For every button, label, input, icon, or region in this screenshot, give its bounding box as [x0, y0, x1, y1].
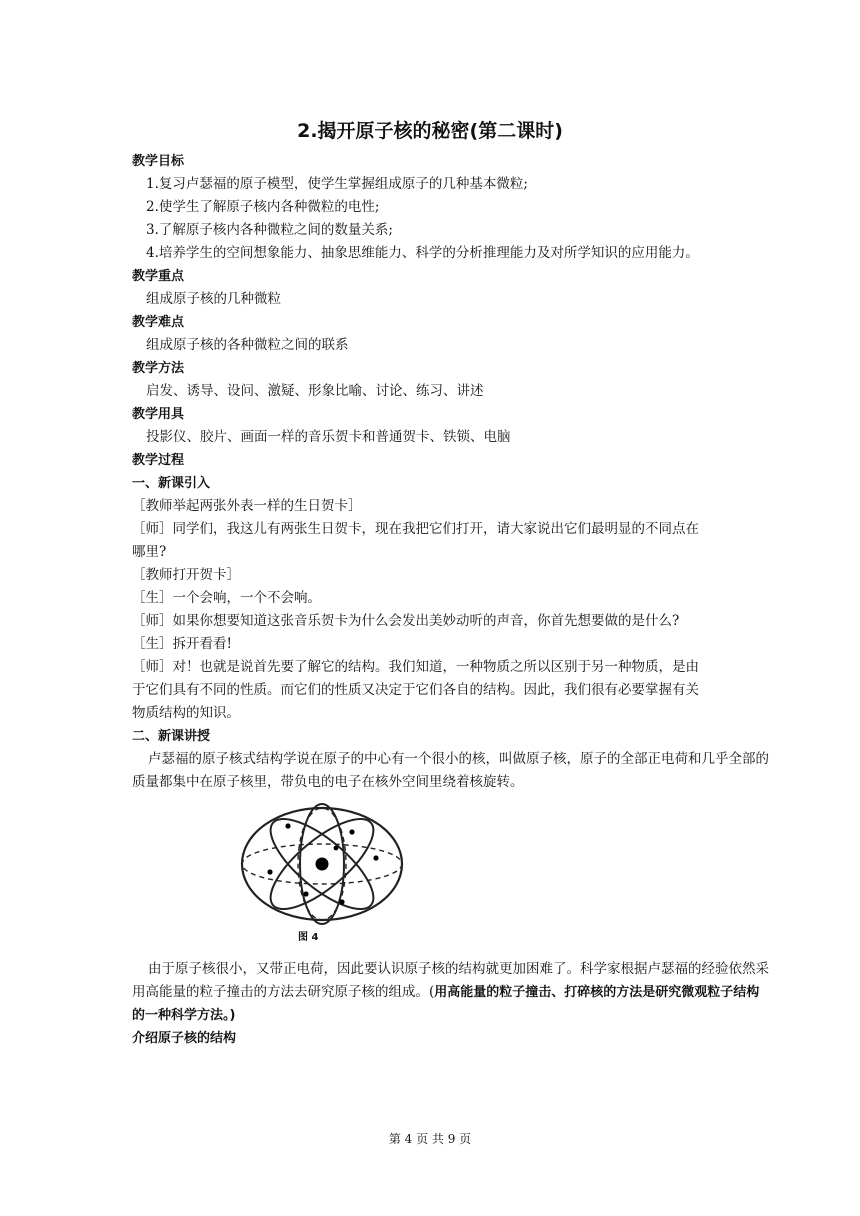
objective-item: 3.了解原子核内各种微粒之间的数量关系;: [146, 222, 393, 238]
atom-model-figure: [132, 802, 772, 952]
electron-icon: [373, 855, 378, 860]
dialogue-line: 哪里?: [132, 544, 167, 560]
objective-item: 4.培养学生的空间想象能力、抽象思维能力、科学的分析推理能力及对所学知识的应用能力。: [146, 245, 699, 261]
method-text: 启发、诱导、设问、激疑、形象比喻、讨论、练习、讲述: [146, 383, 484, 399]
structure-heading: 介绍原子核的结构: [132, 1031, 237, 1046]
document-body: [132, 150, 772, 1050]
tools-heading: 教学用具: [132, 407, 185, 422]
dialogue-line: ［师］如果你想要知道这张音乐贺卡为什么会发出美妙动听的声音，你首先想要做的是什么?: [132, 613, 680, 629]
difficulty-text: 组成原子核的各种微粒之间的联系: [146, 337, 349, 353]
page-number: 第 4 页 共 9 页: [388, 1132, 472, 1146]
lecture-paragraph-text: 由于原子核很小，又带正电荷，因此要认识原子核的结构就更加困难了。科学家根据卢瑟福的经验依然采用高能量的粒子撞击的方法去研究原子核的组成。(: [132, 961, 769, 1000]
dialogue-line: ［教师举起两张外表一样的生日贺卡］: [132, 498, 362, 514]
objective-item: 1.复习卢瑟福的原子模型，使学生掌握组成原子的几种基本微粒;: [146, 176, 528, 192]
intro-heading: 一、新课引入: [132, 476, 211, 491]
dialogue-line: ［师］对！也就是说首先要了解它的结构。我们知道，一种物质之所以区别于另一种物质，是由: [132, 659, 699, 675]
figure-caption: 图 4: [298, 932, 319, 943]
electron-icon: [285, 823, 290, 828]
electron-icon: [334, 846, 339, 851]
method-heading: 教学方法: [132, 361, 185, 376]
dialogue-line: 于它们具有不同的性质。而它们的性质又决定于它们各自的结构。因此，我们很有必要掌握有关: [132, 682, 699, 698]
lecture-paragraph: 卢瑟福的原子核式结构学说在原子的中心有一个很小的核，叫做原子核，原子的全部正电荷和几乎全部的质量都集中在原子核里，带负电的电子在核外空间里绕着核旋转。: [132, 751, 769, 790]
atom-model-diagram: [236, 802, 416, 952]
electron-icon: [339, 899, 344, 904]
dialogue-line: ［生］拆开看看!: [132, 636, 232, 652]
key-text: 组成原子核的几种微粒: [146, 291, 281, 307]
tools-text: 投影仪、胶片、画面一样的音乐贺卡和普通贺卡、铁锁、电脑: [146, 429, 511, 445]
dialogue-line: ［师］同学们，我这儿有两张生日贺卡，现在我把它们打开，请大家说出它们最明显的不同点在: [132, 521, 699, 537]
key-heading: 教学重点: [132, 269, 185, 284]
objective-item: 2.使学生了解原子核内各种微粒的电性;: [146, 199, 380, 215]
page-title: 2.揭开原子核的秘密(第二课时): [297, 120, 563, 142]
electron-icon: [349, 829, 354, 834]
lecture-paragraph-2: [132, 958, 772, 1027]
electron-icon: [303, 891, 308, 896]
electron-icon: [267, 869, 272, 874]
objectives-heading: 教学目标: [132, 154, 185, 169]
dialogue-line: ［生］一个会响，一个不会响。: [132, 590, 321, 606]
lecture-heading: 二、新课讲授: [132, 729, 211, 744]
dialogue-line: 物质结构的知识。: [132, 705, 240, 721]
dialogue-line: ［教师打开贺卡］: [132, 567, 240, 583]
lecture-emphasis: 用高能量的粒子撞击、打碎核的方法是研究微观粒子结构的一种科学方法。): [132, 985, 760, 1023]
process-heading: 教学过程: [132, 453, 185, 468]
nucleus-icon: [316, 858, 329, 871]
difficulty-heading: 教学难点: [132, 315, 185, 330]
